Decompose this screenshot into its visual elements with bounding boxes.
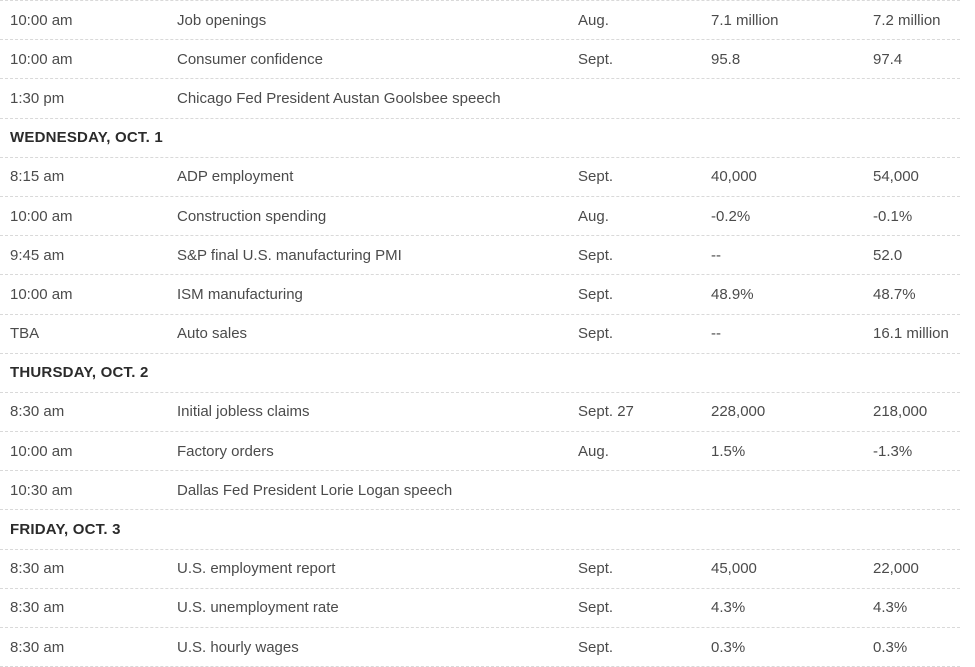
- previous-cell: 54,000: [873, 168, 919, 186]
- period-cell: Aug.: [578, 11, 609, 29]
- calendar-row: [0, 471, 960, 510]
- forecast-cell: --: [711, 325, 721, 343]
- report-cell: Chicago Fed President Austan Goolsbee speech: [177, 89, 501, 107]
- calendar-row: [0, 1, 960, 40]
- report-cell: Consumer confidence: [177, 50, 323, 68]
- previous-cell: 52.0: [873, 246, 903, 264]
- forecast-cell: 7.1 million: [711, 11, 779, 29]
- calendar-row: [0, 158, 960, 197]
- time-cell: 1:30 pm: [10, 89, 65, 107]
- forecast-cell: 40,000: [711, 168, 757, 186]
- time-cell: 9:45 am: [10, 246, 65, 264]
- period-cell: Sept.: [578, 50, 614, 68]
- forecast-cell: --: [711, 246, 721, 264]
- calendar-row: [0, 589, 960, 628]
- time-cell: 8:30 am: [10, 560, 65, 578]
- time-cell: 8:30 am: [10, 403, 65, 421]
- calendar-sections: [0, 1, 960, 667]
- report-cell: ISM manufacturing: [177, 285, 303, 303]
- time-cell: 8:30 am: [10, 599, 65, 617]
- calendar-row: [0, 197, 960, 236]
- section-header-row: [0, 354, 960, 393]
- forecast-cell: 48.9%: [711, 285, 754, 303]
- section-header-label: WEDNESDAY, OCT. 1: [10, 129, 163, 147]
- section-header-row: [0, 119, 960, 158]
- calendar-row: [0, 550, 960, 589]
- calendar-row: [0, 236, 960, 275]
- section-header-row: [0, 510, 960, 549]
- previous-cell: 16.1 million: [873, 325, 949, 343]
- calendar-row: [0, 393, 960, 432]
- period-cell: Sept. 27: [578, 403, 634, 421]
- period-cell: Sept.: [578, 285, 614, 303]
- period-cell: Sept.: [578, 246, 614, 264]
- section-header-label: FRIDAY, OCT. 3: [10, 521, 121, 539]
- calendar-row: [0, 79, 960, 118]
- forecast-cell: 95.8: [711, 50, 741, 68]
- calendar-row: [0, 315, 960, 354]
- report-cell: Job openings: [177, 11, 267, 29]
- report-cell: Auto sales: [177, 325, 248, 343]
- period-cell: Sept.: [578, 560, 614, 578]
- previous-cell: 218,000: [873, 403, 928, 421]
- report-cell: U.S. employment report: [177, 560, 336, 578]
- calendar-row: [0, 40, 960, 79]
- previous-cell: 22,000: [873, 560, 919, 578]
- period-cell: Aug.: [578, 207, 609, 225]
- report-cell: U.S. hourly wages: [177, 638, 299, 656]
- forecast-cell: 228,000: [711, 403, 766, 421]
- previous-cell: -0.1%: [873, 207, 913, 225]
- time-cell: 10:00 am: [10, 442, 73, 460]
- forecast-cell: -0.2%: [711, 207, 751, 225]
- period-cell: Aug.: [578, 442, 609, 460]
- time-cell: 10:00 am: [10, 207, 73, 225]
- report-cell: ADP employment: [177, 168, 294, 186]
- report-cell: S&P final U.S. manufacturing PMI: [177, 246, 402, 264]
- forecast-cell: 1.5%: [711, 442, 746, 460]
- time-cell: TBA: [10, 325, 40, 343]
- previous-cell: 0.3%: [873, 638, 908, 656]
- period-cell: Sept.: [578, 325, 614, 343]
- period-cell: Sept.: [578, 168, 614, 186]
- calendar-row: [0, 275, 960, 314]
- report-cell: Dallas Fed President Lorie Logan speech: [177, 481, 453, 499]
- report-cell: U.S. unemployment rate: [177, 599, 339, 617]
- previous-cell: 7.2 million: [873, 11, 941, 29]
- forecast-cell: 0.3%: [711, 638, 746, 656]
- period-cell: Sept.: [578, 599, 614, 617]
- period-cell: Sept.: [578, 638, 614, 656]
- previous-cell: 97.4: [873, 50, 903, 68]
- time-cell: 10:00 am: [10, 11, 73, 29]
- previous-cell: 4.3%: [873, 599, 908, 617]
- time-cell: 8:30 am: [10, 638, 65, 656]
- time-cell: 8:15 am: [10, 168, 65, 186]
- previous-cell: 48.7%: [873, 285, 916, 303]
- time-cell: 10:30 am: [10, 481, 73, 499]
- previous-cell: -1.3%: [873, 442, 913, 460]
- calendar-row: [0, 432, 960, 471]
- time-cell: 10:00 am: [10, 50, 73, 68]
- report-cell: Initial jobless claims: [177, 403, 310, 421]
- forecast-cell: 45,000: [711, 560, 757, 578]
- calendar-row: [0, 628, 960, 667]
- forecast-cell: 4.3%: [711, 599, 746, 617]
- report-cell: Construction spending: [177, 207, 327, 225]
- report-cell: Factory orders: [177, 442, 274, 460]
- section-header-label: THURSDAY, OCT. 2: [10, 364, 149, 382]
- time-cell: 10:00 am: [10, 285, 73, 303]
